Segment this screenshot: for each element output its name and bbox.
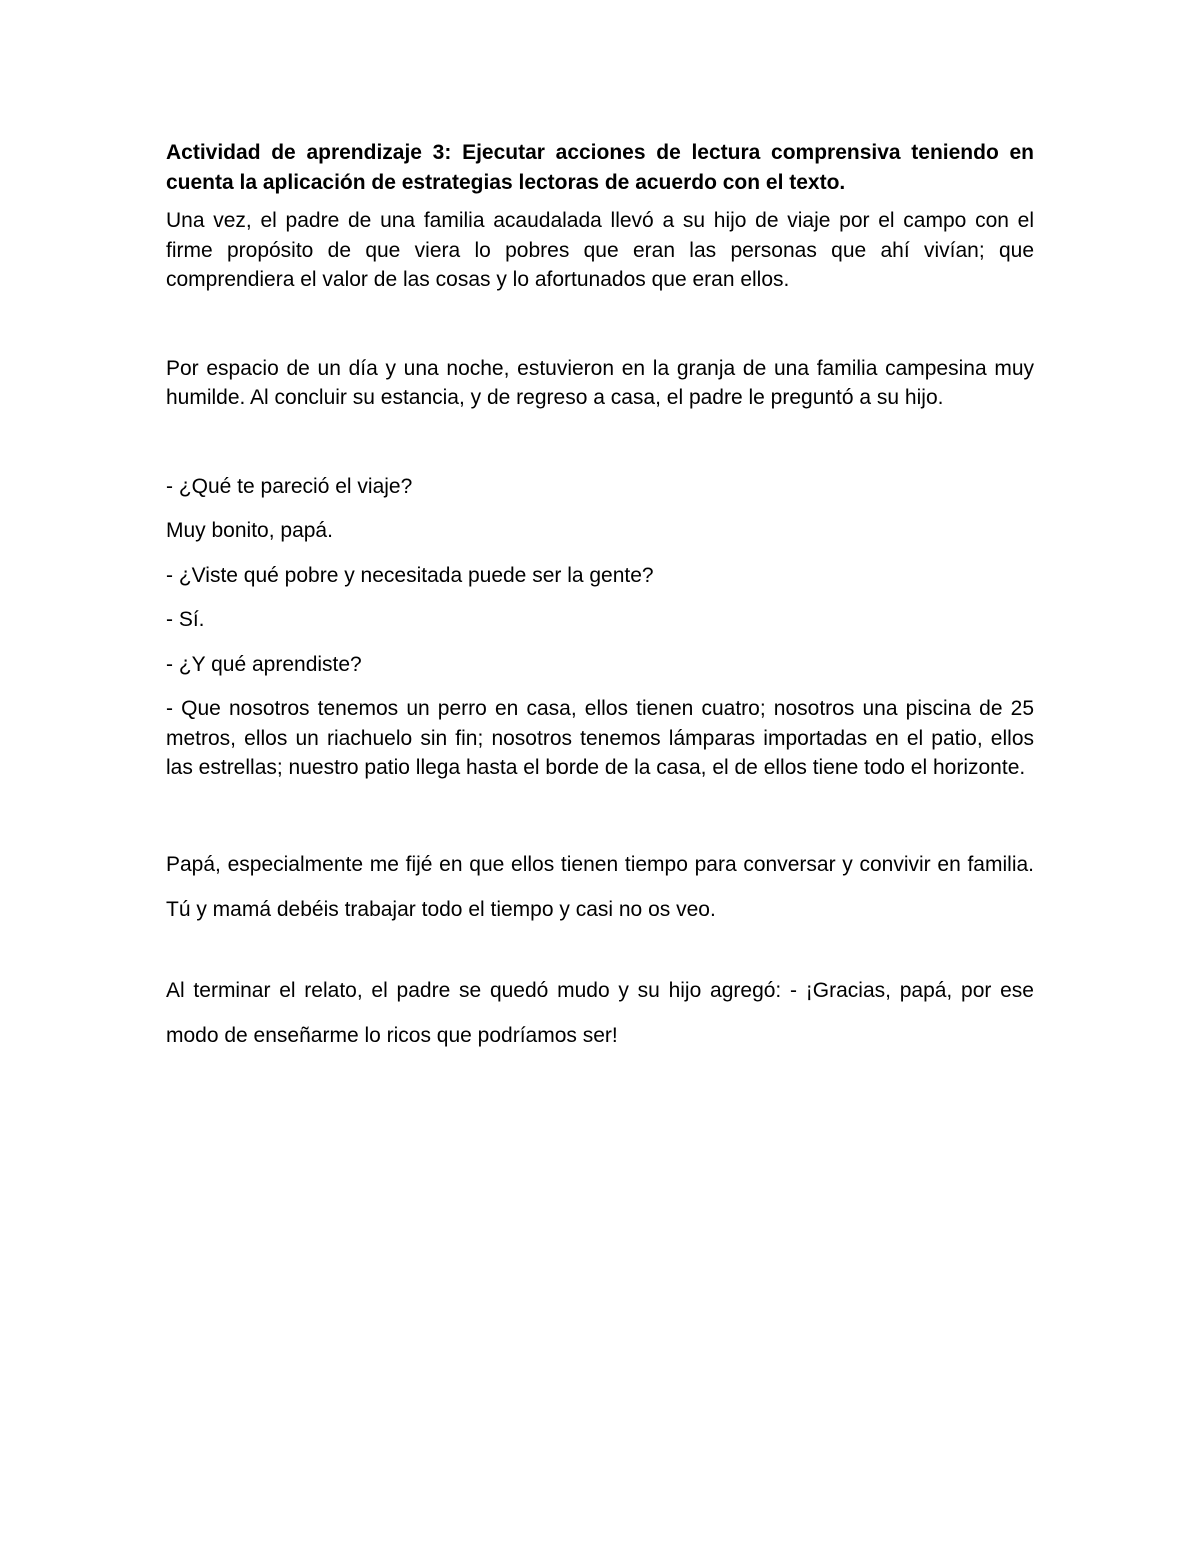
paragraph-conclusion: Al terminar el relato, el padre se quedó mudo y su hijo agregó: - ¡Gracias, papá, por ese modo de enseñarme lo ricos que podríamos ser! xyxy=(166,978,1034,1047)
dialogue-line: - ¿Qué te pareció el viaje? xyxy=(166,474,413,498)
document-title: Actividad de aprendizaje 3: Ejecutar acciones de lectura comprensiva teniendo en cuenta la aplicación de estrategias lectoras de acuerdo con el texto. xyxy=(166,141,1034,194)
dialogue-line: - Sí. xyxy=(166,608,205,631)
dialogue-line: - ¿Y qué aprendiste? xyxy=(166,652,362,676)
paragraph-family-time: Papá, especialmente me fijé en que ellos tienen tiempo para conversar y convivir en familia. Tú y mamá debéis trabajar todo el tiempo y casi no os veo. xyxy=(166,852,1034,921)
paragraph-intro: Una vez, el padre de una familia acaudalada llevó a su hijo de viaje por el campo con el firme propósito de que viera lo pobres que eran las personas que ahí vivían; que comprendiera el valor de las cosas y lo afortunados que eran ellos. xyxy=(166,209,1034,291)
dialogue-line: Muy bonito, papá. xyxy=(166,519,333,542)
dialogue-line: - ¿Viste qué pobre y necesitada puede ser la gente? xyxy=(166,563,654,587)
paragraph-visit: Por espacio de un día y una noche, estuvieron en la granja de una familia campesina muy humilde. Al concluir su estancia, y de regreso a casa, el padre le preguntó a su hijo. xyxy=(166,356,1034,409)
document-page xyxy=(166,138,1034,1058)
dialogue-answer: - Que nosotros tenemos un perro en casa, ellos tienen cuatro; nosotros una piscina de 25 metros, ellos un riachuelo sin fin; nosotros tenemos lámparas importadas en el patio, ellos las estrellas; nuestro patio llega hasta el borde de la casa, el de ellos tiene todo el horizonte. xyxy=(166,697,1034,779)
